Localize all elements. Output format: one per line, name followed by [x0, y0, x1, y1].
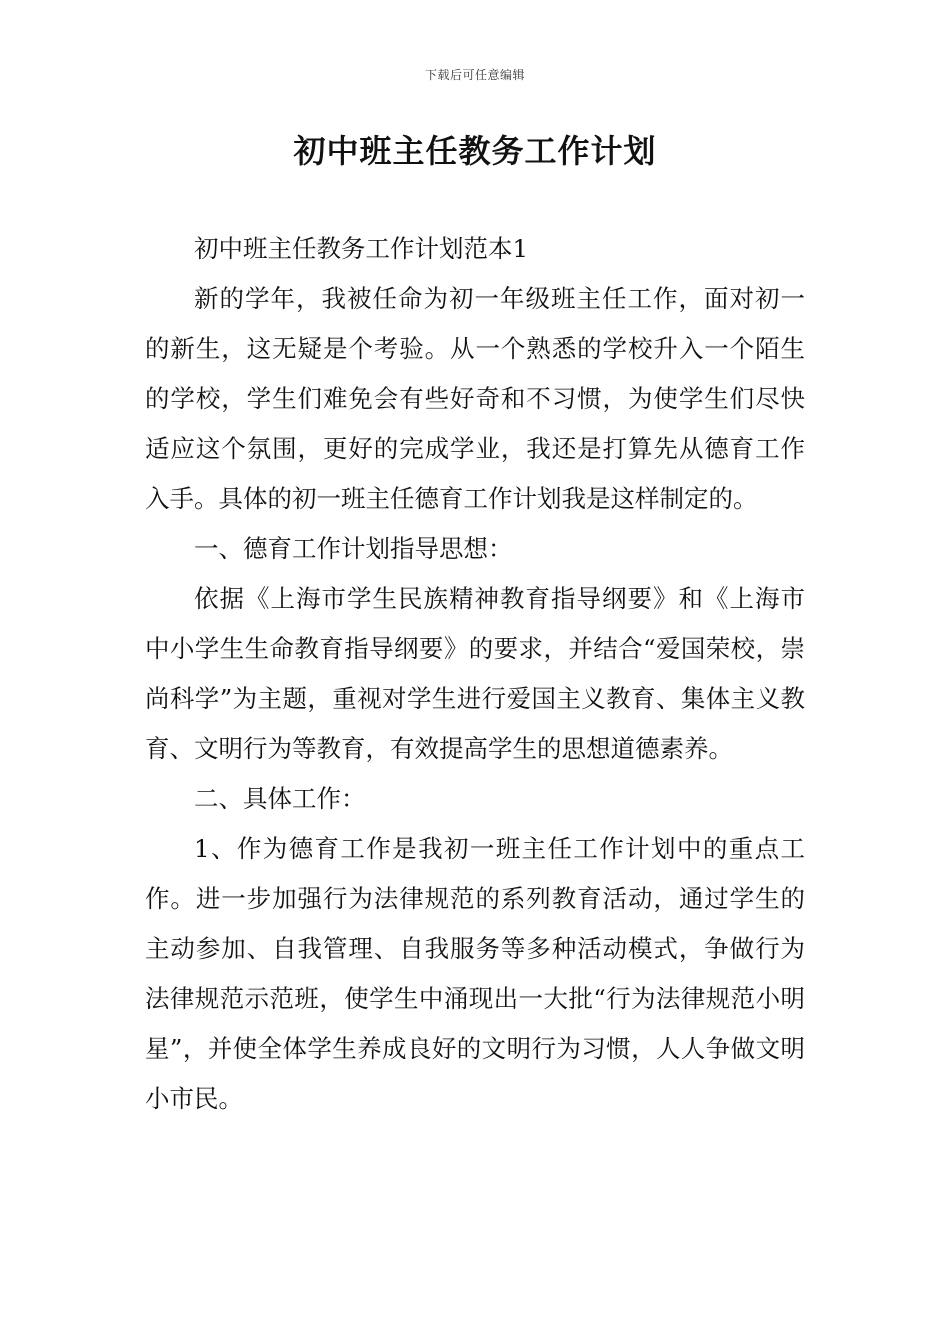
paragraph-guiding-thought: 依据《上海市学生民族精神教育指导纲要》和《上海市中小学生生命教育指导纲要》的要求，并结合“爱国荣校，崇尚科学”为主题，重视对学生进行爱国主义教育、集体主义教育、文明行为等教育，有效提高学生的思想道德素养。 [145, 584, 805, 763]
section-heading-specific-work: 二、具体工作： [194, 784, 366, 813]
paragraph-work-item-1: 1、作为德育工作是我初一班主任工作计划中的重点工作。进一步加强行为法律规范的系列教育活动，通过学生的主动参加、自我管理、自我服务等多种活动模式，争做行为法律规范示范班，使学生中涌现出一大批“行为法律规范小明星”，并使全体学生养成良好的文明行为习惯，人人争做文明小市民。 [145, 834, 805, 1113]
paragraph-subtitle: 初中班主任教务工作计划范本1 [194, 234, 529, 263]
paragraph-intro: 新的学年，我被任命为初一年级班主任工作，面对初一的新生，这无疑是个考验。从一个熟悉的学校升入一个陌生的学校，学生们难免会有些好奇和不习惯，为使学生们尽快适应这个氛围，更好的完成学业，我还是打算先从德育工作入手。具体的初一班主任德育工作计划我是这样制定的。 [145, 284, 805, 513]
section-heading-guiding-thought: 一、德育工作计划指导思想： [194, 534, 513, 563]
document-title: 初中班主任教务工作计划 [293, 132, 657, 170]
header-note: 下载后可任意编辑 [424, 68, 525, 82]
document-body [145, 224, 805, 1124]
